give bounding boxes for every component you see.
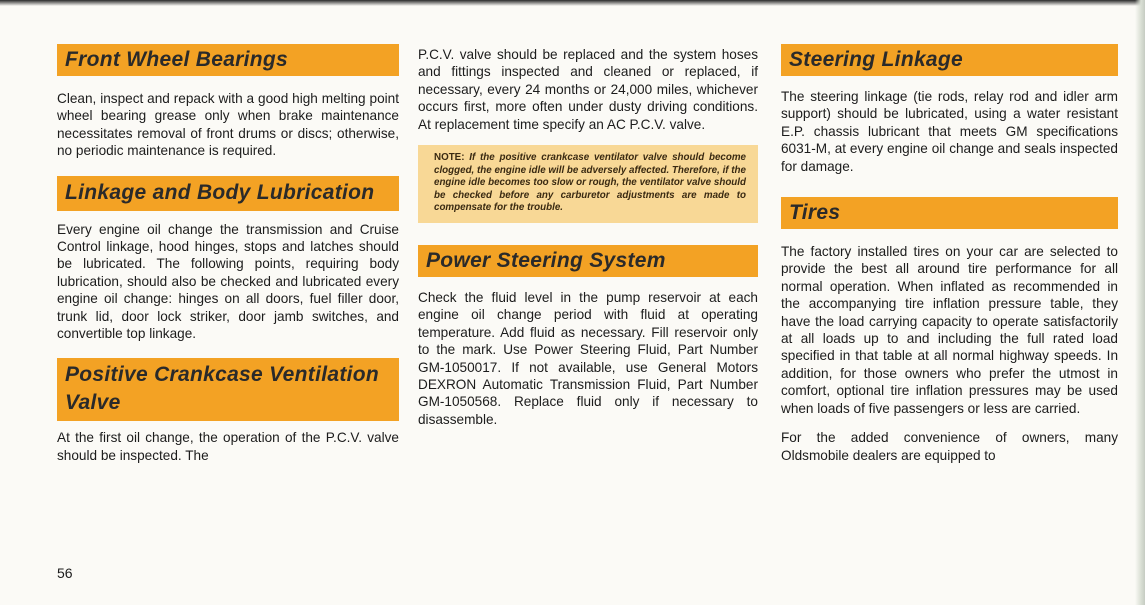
front-wheel-bearings-text: Clean, inspect and repack with a good high melting point wheel bearing grease only when brake maintenance necessitates removal of front drums or discs; otherwise, no periodic maintenance is required. <box>57 91 399 159</box>
heading-power-steering: Power Steering System <box>418 245 758 277</box>
heading-front-wheel-bearings: Front Wheel Bearings <box>57 44 399 76</box>
pcv-valve-text-start: At the first oil change, the operation of the P.C.V. valve should be inspected. The <box>57 430 399 463</box>
steering-linkage-text: The steering linkage (tie rods, relay rod and idler arm support) should be lubricated, using a water resistant E.P. chassis lubricant that meets GM specifications 6031-M, at every engine oil change and seals inspected for damage. <box>781 89 1118 174</box>
column-right <box>781 44 1118 464</box>
pcv-valve-text-continued: P.C.V. valve should be replaced and the system hoses and fittings inspected and cleaned or replaced, if necessary, every 24 months or 24,000 miles, whichever occurs first, more often under dusty driving conditions. At replacement time specify an AC P.C.V. valve. <box>418 47 758 132</box>
column-middle <box>418 46 758 428</box>
pcv-note-box <box>418 145 758 223</box>
heading-tires: Tires <box>781 197 1118 229</box>
tires-text: The factory installed tires on your car are selected to provide the best all around tire performance for all normal operation. When inflated as recommended in the accompanying tire inflation pressure table, they have the load carrying capacity to operate satisfactorily at all loads up to and including the full rated load specified in that table at all normal highway speeds. In addition, for those owners who prefer the utmost in comfort, optional tire inflation pressures may be used when loads of five passengers or less are carried. <box>781 244 1118 416</box>
power-steering-text: Check the fluid level in the pump reservoir at each engine oil change period with fluid at operating temperature. Add fluid as necessary. Fill reservoir only to the mark. Use Power Steering Fluid, Part Number GM-1050017. If not available, use General Motors DEXRON Automatic Transmission Fluid, Part Number GM-1050568. Replace fluid only if necessary to disassemble. <box>418 290 758 427</box>
page-edge <box>1135 0 1145 605</box>
tires-text-2: For the added convenience of owners, many Oldsmobile dealers are equipped to <box>781 430 1118 463</box>
note-text: If the positive crankcase ventilator valve should become clogged, the engine idle will be adversely affected. Therefore, if the engine idle becomes too slow or rough, the ventilator valve should be checked before any carburetor adjustments are made to compensate for the trouble. <box>434 152 746 214</box>
page-top-shadow <box>0 0 1145 6</box>
heading-pcv-valve: Positive Crankcase Ventilation Valve <box>57 358 399 421</box>
heading-steering-linkage: Steering Linkage <box>781 44 1118 76</box>
linkage-body-lubrication-text: Every engine oil change the transmission and Cruise Control linkage, hood hinges, stops and latches should be lubricated. The following points, requiring body lubrication, should also be checked and lubricated every engine oil change: hinges on all doors, fuel filler door, trunk lid, door lock striker, door jamb switches, and convertible top linkage. <box>57 221 399 342</box>
column-left <box>57 44 399 464</box>
page-number: 56 <box>57 565 73 581</box>
note-label: NOTE: <box>434 152 465 164</box>
heading-linkage-body-lubrication: Linkage and Body Lubrication <box>57 176 399 211</box>
